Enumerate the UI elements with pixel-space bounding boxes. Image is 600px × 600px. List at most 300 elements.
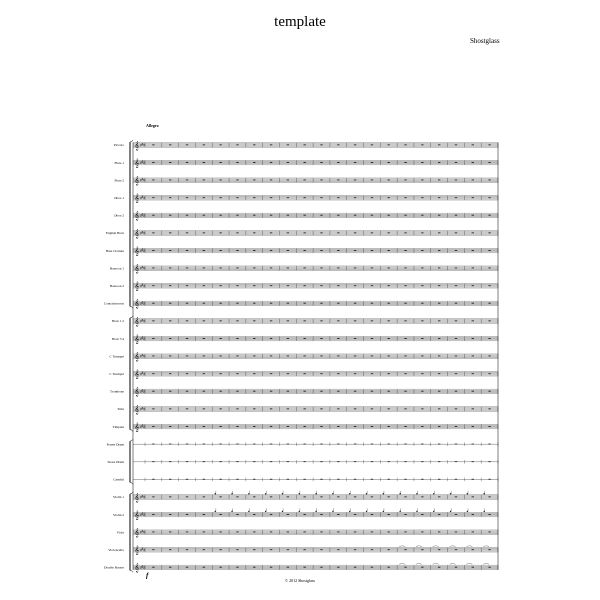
whole-rest-icon (455, 320, 457, 321)
sharp-icon: ♯ (143, 336, 145, 341)
sharp-icon: ♯ (141, 493, 144, 498)
whole-rest-icon (253, 303, 255, 304)
whole-rest-icon (455, 549, 457, 550)
whole-rest-icon (236, 391, 238, 392)
whole-rest-icon (219, 549, 221, 550)
whole-rest-icon (287, 180, 289, 181)
whole-rest-icon (354, 285, 356, 286)
whole-rest-icon (404, 514, 406, 515)
whole-rest-icon (236, 532, 238, 533)
whole-rest-icon (320, 391, 322, 392)
whole-rest-icon (203, 391, 205, 392)
whole-rest-icon (320, 144, 322, 145)
whole-rest-icon (421, 426, 423, 427)
sharp-icon: ♯ (143, 319, 145, 323)
whole-rest-icon (219, 514, 221, 515)
whole-rest-icon (203, 338, 205, 339)
whole-rest-icon (404, 180, 406, 181)
whole-rest-icon (337, 180, 339, 181)
whole-rest-icon (152, 162, 154, 163)
whole-rest-icon (253, 373, 255, 374)
whole-rest-icon (320, 514, 322, 515)
whole-rest-icon (388, 320, 390, 321)
whole-rest-icon (354, 250, 356, 251)
whole-rest-icon (488, 232, 490, 233)
whole-rest-icon (455, 303, 457, 304)
whole-rest-icon (320, 408, 322, 409)
whole-rest-icon (488, 285, 490, 286)
sharp-icon: ♯ (141, 546, 144, 551)
instrument-label: Viola (116, 530, 124, 535)
whole-rest-icon (455, 514, 457, 515)
whole-rest-icon (337, 162, 339, 163)
whole-rest-icon (371, 320, 373, 321)
whole-rest-icon (219, 162, 221, 163)
whole-rest-icon (354, 268, 356, 269)
whole-rest-icon (438, 479, 440, 480)
whole-rest-icon (455, 408, 457, 409)
whole-rest-icon (236, 373, 238, 374)
whole-rest-icon (253, 162, 255, 163)
whole-rest-icon (371, 532, 373, 533)
bracket-hook (130, 482, 133, 484)
whole-rest-icon (253, 144, 255, 145)
sharp-icon: ♯ (141, 353, 144, 358)
whole-rest-icon (354, 320, 356, 321)
sharp-icon: ♯ (140, 547, 142, 552)
whole-rest-icon (421, 180, 423, 181)
whole-rest-icon (303, 514, 305, 515)
whole-rest-icon (270, 391, 272, 392)
whole-rest-icon (303, 532, 305, 533)
whole-rest-icon (354, 373, 356, 374)
whole-rest-icon (337, 232, 339, 233)
whole-rest-icon (488, 144, 490, 145)
whole-rest-icon (186, 567, 188, 568)
whole-rest-icon (438, 215, 440, 216)
whole-rest-icon (488, 162, 490, 163)
whole-rest-icon (270, 180, 272, 181)
whole-rest-icon (488, 567, 490, 568)
whole-rest-icon (270, 408, 272, 409)
whole-rest-icon (421, 197, 423, 198)
sharp-icon: ♯ (141, 212, 144, 217)
whole-rest-icon (169, 496, 171, 497)
sharp-icon: ♯ (143, 283, 145, 288)
whole-rest-icon (354, 567, 356, 568)
slur (416, 546, 422, 547)
sharp-icon: ♯ (143, 389, 145, 394)
whole-rest-icon (488, 320, 490, 321)
whole-rest-icon (303, 461, 305, 462)
whole-rest-icon (472, 320, 474, 321)
whole-rest-icon (472, 232, 474, 233)
whole-rest-icon (337, 356, 339, 357)
whole-rest-icon (438, 250, 440, 251)
whole-rest-icon (203, 496, 205, 497)
whole-rest-icon (169, 514, 171, 515)
whole-rest-icon (186, 303, 188, 304)
sharp-icon: ♯ (140, 178, 142, 183)
whole-rest-icon (287, 479, 289, 480)
whole-rest-icon (203, 444, 205, 445)
whole-rest-icon (388, 373, 390, 374)
whole-rest-icon (472, 426, 474, 427)
clef-icon: 𝄞 (134, 369, 140, 379)
whole-rest-icon (270, 567, 272, 568)
whole-rest-icon (438, 232, 440, 233)
instrument-label: Contrabassoon (103, 301, 124, 306)
whole-rest-icon (488, 356, 490, 357)
instrument-label: Violoncello (108, 548, 124, 552)
whole-rest-icon (169, 268, 171, 269)
whole-rest-icon (488, 514, 490, 515)
instrument-label: Horn 3 4 (111, 336, 124, 341)
whole-rest-icon (169, 461, 171, 462)
whole-rest-icon (203, 549, 205, 550)
whole-rest-icon (438, 303, 440, 304)
clef-icon: 𝄞 (134, 281, 140, 291)
clef-icon: 𝄞 (134, 422, 140, 432)
whole-rest-icon (354, 144, 356, 145)
whole-rest-icon (270, 303, 272, 304)
whole-rest-icon (421, 496, 423, 497)
whole-rest-icon (421, 479, 423, 480)
sharp-icon: ♯ (141, 194, 144, 199)
whole-rest-icon (219, 250, 221, 251)
whole-rest-icon (320, 180, 322, 181)
whole-rest-icon (270, 197, 272, 198)
whole-rest-icon (186, 549, 188, 550)
whole-rest-icon (438, 444, 440, 445)
whole-rest-icon (404, 268, 406, 269)
whole-rest-icon (404, 197, 406, 198)
whole-rest-icon (354, 479, 356, 480)
instrument-label: Bass Clarinet (105, 248, 124, 253)
slur (433, 563, 439, 564)
whole-rest-icon (438, 162, 440, 163)
whole-rest-icon (488, 461, 490, 462)
whole-rest-icon (203, 303, 205, 304)
whole-rest-icon (203, 567, 205, 568)
whole-rest-icon (152, 426, 154, 427)
clef-icon: 𝄞 (134, 528, 140, 537)
whole-rest-icon (337, 514, 339, 515)
whole-rest-icon (287, 215, 289, 216)
whole-rest-icon (421, 373, 423, 374)
whole-rest-icon (169, 408, 171, 409)
whole-rest-icon (320, 496, 322, 497)
whole-rest-icon (152, 320, 154, 321)
whole-rest-icon (472, 461, 474, 462)
whole-rest-icon (186, 461, 188, 462)
bracket-hook (130, 140, 133, 142)
whole-rest-icon (404, 215, 406, 216)
whole-rest-icon (388, 444, 390, 445)
whole-rest-icon (472, 338, 474, 339)
whole-rest-icon (320, 338, 322, 339)
whole-rest-icon (320, 232, 322, 233)
whole-rest-icon (404, 320, 406, 321)
whole-rest-icon (337, 338, 339, 339)
whole-rest-icon (236, 479, 238, 480)
whole-rest-icon (186, 215, 188, 216)
whole-rest-icon (455, 250, 457, 251)
whole-rest-icon (203, 426, 205, 427)
whole-rest-icon (253, 232, 255, 233)
sharp-icon: ♯ (141, 564, 144, 569)
sharp-icon: ♯ (140, 283, 142, 288)
whole-rest-icon (488, 197, 490, 198)
instrument-label: Snare Drum (107, 460, 124, 464)
whole-rest-icon (236, 567, 238, 568)
whole-rest-icon (303, 232, 305, 233)
whole-rest-icon (152, 268, 154, 269)
whole-rest-icon (438, 285, 440, 286)
whole-rest-icon (152, 532, 154, 533)
whole-rest-icon (337, 532, 339, 533)
whole-rest-icon (438, 408, 440, 409)
whole-rest-icon (219, 356, 221, 357)
whole-rest-icon (186, 180, 188, 181)
whole-rest-icon (371, 180, 373, 181)
whole-rest-icon (270, 426, 272, 427)
whole-rest-icon (354, 338, 356, 339)
whole-rest-icon (303, 162, 305, 163)
whole-rest-icon (186, 514, 188, 515)
whole-rest-icon (253, 532, 255, 533)
clef-icon: 𝄞 (134, 299, 140, 309)
whole-rest-icon (169, 197, 171, 198)
whole-rest-icon (186, 532, 188, 533)
sharp-icon: ♯ (141, 511, 144, 516)
sharp-icon: ♯ (143, 213, 145, 218)
whole-rest-icon (236, 461, 238, 462)
whole-rest-icon (287, 496, 289, 497)
whole-rest-icon (371, 303, 373, 304)
whole-rest-icon (303, 391, 305, 392)
whole-rest-icon (320, 549, 322, 550)
whole-rest-icon (455, 180, 457, 181)
sharp-icon: ♯ (140, 565, 142, 570)
whole-rest-icon (354, 215, 356, 216)
whole-rest-icon (253, 444, 255, 445)
whole-rest-icon (320, 461, 322, 462)
whole-rest-icon (169, 180, 171, 181)
clef-icon: 𝄞 (134, 404, 140, 414)
whole-rest-icon (152, 285, 154, 286)
whole-rest-icon (253, 268, 255, 269)
whole-rest-icon (438, 338, 440, 339)
whole-rest-icon (253, 479, 255, 480)
whole-rest-icon (320, 426, 322, 427)
whole-rest-icon (371, 144, 373, 145)
whole-rest-icon (270, 479, 272, 480)
copyright-footer: © 2012 Shostglass (285, 578, 315, 583)
whole-rest-icon (186, 426, 188, 427)
slur (399, 546, 405, 547)
whole-rest-icon (287, 250, 289, 251)
whole-rest-icon (472, 356, 474, 357)
whole-rest-icon (472, 532, 474, 533)
instrument-label: Trombone (109, 389, 124, 394)
whole-rest-icon (354, 232, 356, 233)
whole-rest-icon (219, 479, 221, 480)
whole-rest-icon (421, 285, 423, 286)
whole-rest-icon (219, 285, 221, 286)
whole-rest-icon (320, 373, 322, 374)
whole-rest-icon (371, 356, 373, 357)
clef-icon: 𝄞 (134, 316, 140, 326)
whole-rest-icon (219, 496, 221, 497)
whole-rest-icon (388, 303, 390, 304)
whole-rest-icon (421, 162, 423, 163)
instrument-label: Horn 1 2 (111, 319, 124, 324)
whole-rest-icon (169, 144, 171, 145)
whole-rest-icon (236, 320, 238, 321)
whole-rest-icon (404, 303, 406, 304)
whole-rest-icon (388, 162, 390, 163)
sharp-icon: ♯ (143, 512, 145, 517)
whole-rest-icon (337, 408, 339, 409)
whole-rest-icon (337, 461, 339, 462)
whole-rest-icon (152, 338, 154, 339)
whole-rest-icon (404, 567, 406, 568)
clef-icon: 𝄞 (134, 563, 140, 573)
whole-rest-icon (152, 215, 154, 216)
whole-rest-icon (320, 197, 322, 198)
whole-rest-icon (337, 268, 339, 269)
clef-icon: 𝄞 (134, 387, 140, 397)
whole-rest-icon (472, 197, 474, 198)
whole-rest-icon (371, 514, 373, 515)
whole-rest-icon (219, 426, 221, 427)
whole-rest-icon (438, 144, 440, 145)
whole-rest-icon (388, 479, 390, 480)
whole-rest-icon (421, 303, 423, 304)
sharp-icon: ♯ (140, 354, 142, 359)
whole-rest-icon (354, 514, 356, 515)
sharp-icon: ♯ (140, 424, 142, 429)
sharp-icon: ♯ (141, 229, 144, 234)
whole-rest-icon (303, 356, 305, 357)
whole-rest-icon (152, 496, 154, 497)
whole-rest-icon (152, 567, 154, 568)
whole-rest-icon (488, 391, 490, 392)
sharp-icon: ♯ (140, 143, 142, 147)
whole-rest-icon (186, 232, 188, 233)
whole-rest-icon (203, 514, 205, 515)
whole-rest-icon (388, 144, 390, 145)
whole-rest-icon (371, 567, 373, 568)
whole-rest-icon (320, 268, 322, 269)
whole-rest-icon (438, 320, 440, 321)
whole-rest-icon (320, 303, 322, 304)
sharp-icon: ♯ (143, 143, 145, 147)
whole-rest-icon (253, 320, 255, 321)
clef-icon: 𝄞 (134, 510, 140, 520)
sharp-icon: ♯ (141, 300, 144, 305)
whole-rest-icon (270, 444, 272, 445)
instrument-label: Piccolo (113, 143, 124, 148)
whole-rest-icon (488, 479, 490, 480)
whole-rest-icon (438, 180, 440, 181)
sharp-icon: ♯ (143, 407, 145, 411)
instrument-label: English Horn (105, 231, 124, 236)
instrument-label: Timpani (112, 424, 124, 429)
whole-rest-icon (186, 144, 188, 145)
whole-rest-icon (438, 391, 440, 392)
whole-rest-icon (219, 303, 221, 304)
whole-rest-icon (421, 144, 423, 145)
whole-rest-icon (404, 408, 406, 409)
whole-rest-icon (236, 268, 238, 269)
whole-rest-icon (488, 532, 490, 533)
whole-rest-icon (354, 356, 356, 357)
whole-rest-icon (438, 461, 440, 462)
whole-rest-icon (219, 232, 221, 233)
whole-rest-icon (253, 180, 255, 181)
whole-rest-icon (287, 162, 289, 163)
whole-rest-icon (388, 426, 390, 427)
whole-rest-icon (236, 496, 238, 497)
whole-rest-icon (152, 408, 154, 409)
whole-rest-icon (404, 162, 406, 163)
whole-rest-icon (320, 215, 322, 216)
whole-rest-icon (186, 320, 188, 321)
slur (466, 546, 472, 547)
whole-rest-icon (320, 320, 322, 321)
whole-rest-icon (236, 444, 238, 445)
whole-rest-icon (455, 338, 457, 339)
whole-rest-icon (270, 162, 272, 163)
whole-rest-icon (421, 232, 423, 233)
whole-rest-icon (219, 444, 221, 445)
whole-rest-icon (472, 514, 474, 515)
sharp-icon: ♯ (140, 371, 142, 376)
sharp-icon: ♯ (143, 371, 145, 376)
whole-rest-icon (303, 144, 305, 145)
sharp-icon: ♯ (140, 213, 142, 218)
dynamic-marking: f (146, 571, 149, 580)
whole-rest-icon (270, 549, 272, 550)
whole-rest-icon (404, 356, 406, 357)
sharp-icon: ♯ (140, 530, 142, 535)
whole-rest-icon (152, 356, 154, 357)
whole-rest-icon (169, 444, 171, 445)
sharp-icon: ♯ (141, 247, 144, 252)
whole-rest-icon (438, 373, 440, 374)
whole-rest-icon (219, 215, 221, 216)
whole-rest-icon (186, 391, 188, 392)
whole-rest-icon (404, 391, 406, 392)
whole-rest-icon (421, 532, 423, 533)
sharp-icon: ♯ (143, 178, 145, 183)
whole-rest-icon (253, 549, 255, 550)
whole-rest-icon (472, 268, 474, 269)
whole-rest-icon (354, 532, 356, 533)
whole-rest-icon (287, 461, 289, 462)
whole-rest-icon (404, 461, 406, 462)
sharp-icon: ♯ (140, 512, 142, 517)
slur (450, 563, 456, 564)
whole-rest-icon (455, 144, 457, 145)
whole-rest-icon (186, 250, 188, 251)
whole-rest-icon (303, 444, 305, 445)
whole-rest-icon (270, 338, 272, 339)
whole-rest-icon (388, 567, 390, 568)
whole-rest-icon (388, 391, 390, 392)
